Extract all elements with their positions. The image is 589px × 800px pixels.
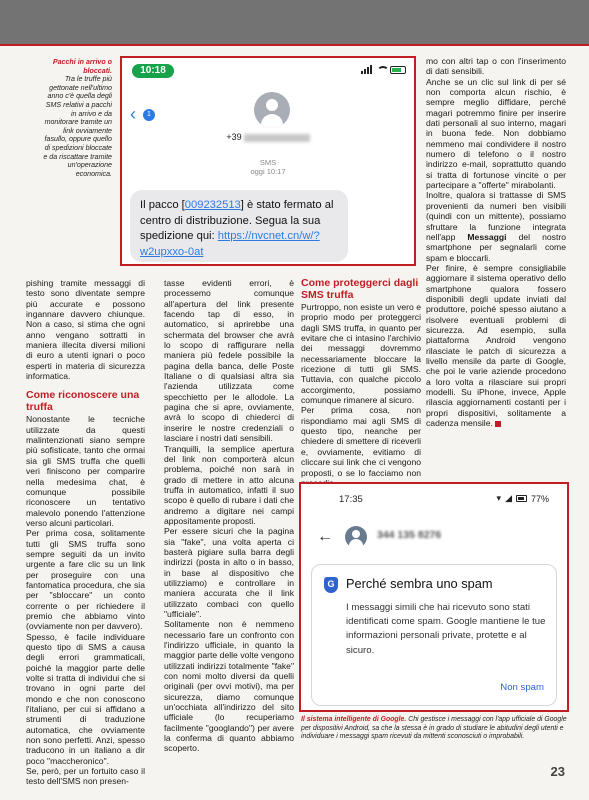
- caption-text: Tra le truffe più gettonate nell'ultimo anno c'è quella degli SMS relativi a pacchi in arrivo e da monitorare tramite un link ovviamente fasullo, oppure quello di spedizioni bloccate e da riscattare tramite un'operazione economica.: [43, 75, 112, 178]
- caption-title: Il sistema intelligente di Google.: [301, 716, 407, 723]
- paragraph: [426, 190, 566, 262]
- message-bubble: [130, 190, 348, 262]
- paragraph: Solitamente non è nemmeno necessario fare un confronto con l'indirizzo ufficiale, in quanto la maggior parte delle volte vengono utilizzati indirizzi totalmente "fake" con nomi molto diversi da quelli originali (per ovvi motivi), ma per sicurezza, diamo comunque un'occhiata all'indirizzo del sito ufficiale (lo recuperiamo facilmente "googlando") per avere la conferma di quanto abbiamo scoperto.: [164, 619, 294, 754]
- end-mark-icon: [495, 421, 501, 427]
- spam-card-body: I messaggi simili che hai ricevuto sono stati identificati come spam. Google mantiene le tue informazioni personali private, protette e al sicuro.: [346, 602, 546, 656]
- unread-badge: 1: [143, 109, 155, 121]
- sms-screenshot: [120, 56, 416, 266]
- paragraph: Anche se un clic sul link di per sé non comporta alcun rischio, è sempre meglio diffidare, perché magari potremmo finire per inserire dati personali al suo interno, magari in buona fede. Non dobbiamo nemmeno mai condividere il nostro numero di telefono o il nostro indirizzo e-mail, soprattutto quando si tratta di fortunose vincite o per partecipare a "offerte" mirabolanti.: [426, 76, 566, 191]
- spam-warning-card: [311, 564, 557, 706]
- paragraph: Nonostante le tecniche utilizzate da questi malintenzionati siano sempre più sofisticate, tanto che ormai sia gli SMS truffa che quelli veri finiscono per comparire nella medesima chat, è comunque possibile riconoscere un tentativo malevolo ponendo l'attenzione verso alcuni particolari.: [26, 414, 145, 528]
- spam-card-title: Perché sembra uno spam: [346, 576, 493, 591]
- wifi-icon: [376, 66, 386, 74]
- paragraph: mo con altri tap o con l'inserimento di dati sensibili.: [426, 56, 566, 77]
- paragraph: [426, 263, 566, 429]
- tracking-code-link[interactable]: 009232513: [184, 199, 241, 211]
- paragraph: Per prima cosa, non rispondiamo mai agli SMS di questo tipo, neanche per chiedere di smettere di riceverli e, ovviamente, evitiamo di cliccare sui link che ci vengono proposti, o se lo facciamo non: [301, 405, 421, 478]
- battery-icon: [390, 66, 406, 74]
- battery-percent: 77%: [530, 493, 549, 504]
- status-bar: [301, 484, 567, 512]
- caption-title: Pacchi in arrivo o bloccati.: [52, 58, 112, 75]
- phishing-link[interactable]: https://nvcnet.cn/w/?w2upxxo-0at: [140, 230, 320, 258]
- page-number: 23: [550, 764, 565, 779]
- paragraph: Per essere sicuri che la pagina sia "fake", una volta aperta ci basterà pigiare sulla barra degli indirizzi (posta in alto o in basso, in base al dispositivo che utilizziamo) e controllare in maniera accurata che il link utilizzato combaci con quello "ufficiale".: [164, 526, 294, 619]
- google-shield-icon: G: [324, 577, 338, 593]
- not-spam-button[interactable]: Non spam: [500, 682, 544, 693]
- text-run: Per finire, è sempre consigliabile aggiornare il sistema operativo dello smartphone qualora fossero disponibili degli update inviati dal produttore, poiché spesso aiutano a risolvere eventuali problemi di sicurezza. Ad esempio, sulla piattaforma Android vengono rilasciate le patch di sicurezza a livello mensile da parte di Google, che poi le varie aziende procedono a loro volta a rilasciare sui propri modelli. Su iPhone, invece, Apple rilascia aggiornamenti costanti per i propri dispositivi, solitamente a cadenza mensile.: [426, 262, 566, 429]
- article-column-1: [26, 278, 145, 787]
- status-icons: [497, 493, 549, 504]
- sender-prefix: +39: [226, 132, 242, 142]
- figure-caption-top: [40, 58, 112, 178]
- paragraph: Purtroppo, non esiste un vero e proprio modo per proteggerci dagli SMS truffa, in quanto per evitare che ci intasino l'archivio dei messaggi dovremmo necessariamente bloccare la ricezione di tutti gli SMS. Tuttavia, con qualche piccolo accorgimento, possiamo comunque rimanere al sicuro.: [301, 302, 421, 406]
- article-column-4: [426, 56, 566, 428]
- paragraph: Tranquilli, la semplice apertura del link non comporterà alcun problema, poiché non sarà in grado di mettere in atto alcuna truffa in automatico, infatti il suo scopo è quello di rubare i dati che andremo a digitare nei campi appositamente proposti.: [164, 443, 294, 526]
- app-name-bold: Messaggi: [467, 231, 507, 242]
- message-meta: [122, 158, 414, 176]
- wifi-icon: ▾: [496, 493, 502, 503]
- sender-number: [122, 132, 414, 142]
- conversation-header: [301, 518, 567, 554]
- status-time: 10:18: [132, 64, 174, 78]
- paragraph: Per prima cosa, solitamente tutti gli SMS truffa sono sempre seguiti da un invito urgente a fare clic su un link per proseguire con una fantomatica procedura, che sia per "sbloccare" un conto corrente o per richiedere il premio che abbiamo vinto (ovviamente non per davvero).: [26, 528, 145, 632]
- message-text-mid: ] è stato fermato al centro di distribuzione. Segua la sua spedizione qui:: [140, 199, 334, 242]
- status-icons: [361, 65, 406, 74]
- google-messages-screenshot: [299, 482, 569, 712]
- paragraph: tasse evidenti errori, è processemo comunque all'apertura del link presente facendo tap di esso, in automatico, si aprirebbe una schermata del browser che avrà lo scopo di raffigurare nella maniera più fedele possibile la pagina della banca, delle Poste Italiane o di qualsiasi altra sia l'azienda utilizzata come specchietto per le allodole. La pagina che si apre, ovviamente, avrà lo scopo di chiederci di inserire le nostre credenziali o lasciare i nostri dati sensibili.: [164, 278, 294, 444]
- paragraph: Se, però, per un fortuito caso il testo dell'SMS non presen-: [26, 766, 145, 787]
- battery-icon: [516, 495, 527, 502]
- back-chevron-icon[interactable]: ‹: [130, 104, 136, 124]
- received-time: oggi 10:17: [250, 167, 286, 176]
- sender-number: 344 135 8276: [377, 529, 442, 541]
- paragraph: Spesso, è facile individuare questo tipo di SMS a causa degli errori grammaticali, poiché la maggior parte delle volte si tratta di individui che si trovano in ogni parte del mondo e che non conoscono l'italiano, per cui si affidano a strumenti di traduzione automatica, che ovviamente non sono perfetti. Anzi, spesso traducono in un italiano a dir poco "maccheronico".: [26, 631, 145, 766]
- article-column-3: [301, 278, 421, 488]
- blurred-number: [244, 134, 310, 142]
- message-text-pre: Il pacco [: [140, 199, 185, 211]
- figure-caption-bottom: [301, 716, 569, 742]
- text-run: Inoltre, qualora si trattasse di SMS provenienti da numeri ben visibili (quindi con un mittente), possiamo sfruttare la funzione integrata nell'app: [426, 190, 566, 242]
- status-bar: [122, 58, 414, 82]
- status-time: 17:35: [339, 494, 363, 505]
- contact-avatar-icon[interactable]: [345, 526, 367, 548]
- section-heading-riconoscere: Come riconoscere una truffa: [26, 389, 140, 413]
- caption-text: Chi gestisce i messaggi con l'app ufficiale di Google per dispositivi Android, sa che la stessa è in grado di studiare le abitudini degli utenti e individuare i messaggi spam ricevuti da mittenti sconosciuti o improbabili.: [301, 716, 567, 740]
- contact-avatar-icon: [254, 92, 290, 128]
- paragraph: pishing tramite messaggi di testo sono diventate sempre più accurate e possono ingannare davvero chiunque. Non a caso, si stima che ogni anno vengano sottratti in maniera illecita diversi milioni di euro a utenti ignari o poco esperti in materia di sicurezza informatica.: [26, 278, 145, 382]
- text-run: del nostro smartphone per segnalarli come spam e bloccarli.: [426, 231, 566, 263]
- signal-icon: [361, 65, 372, 74]
- section-heading-proteggerci: Come proteggerci dagli SMS truffa: [301, 277, 419, 301]
- article-column-2: [164, 278, 294, 754]
- signal-icon: ◢: [505, 493, 512, 503]
- back-arrow-icon[interactable]: ←: [317, 528, 333, 545]
- header-accent-line: [0, 44, 589, 46]
- channel-label: SMS: [259, 158, 277, 167]
- header-bar: [0, 0, 589, 44]
